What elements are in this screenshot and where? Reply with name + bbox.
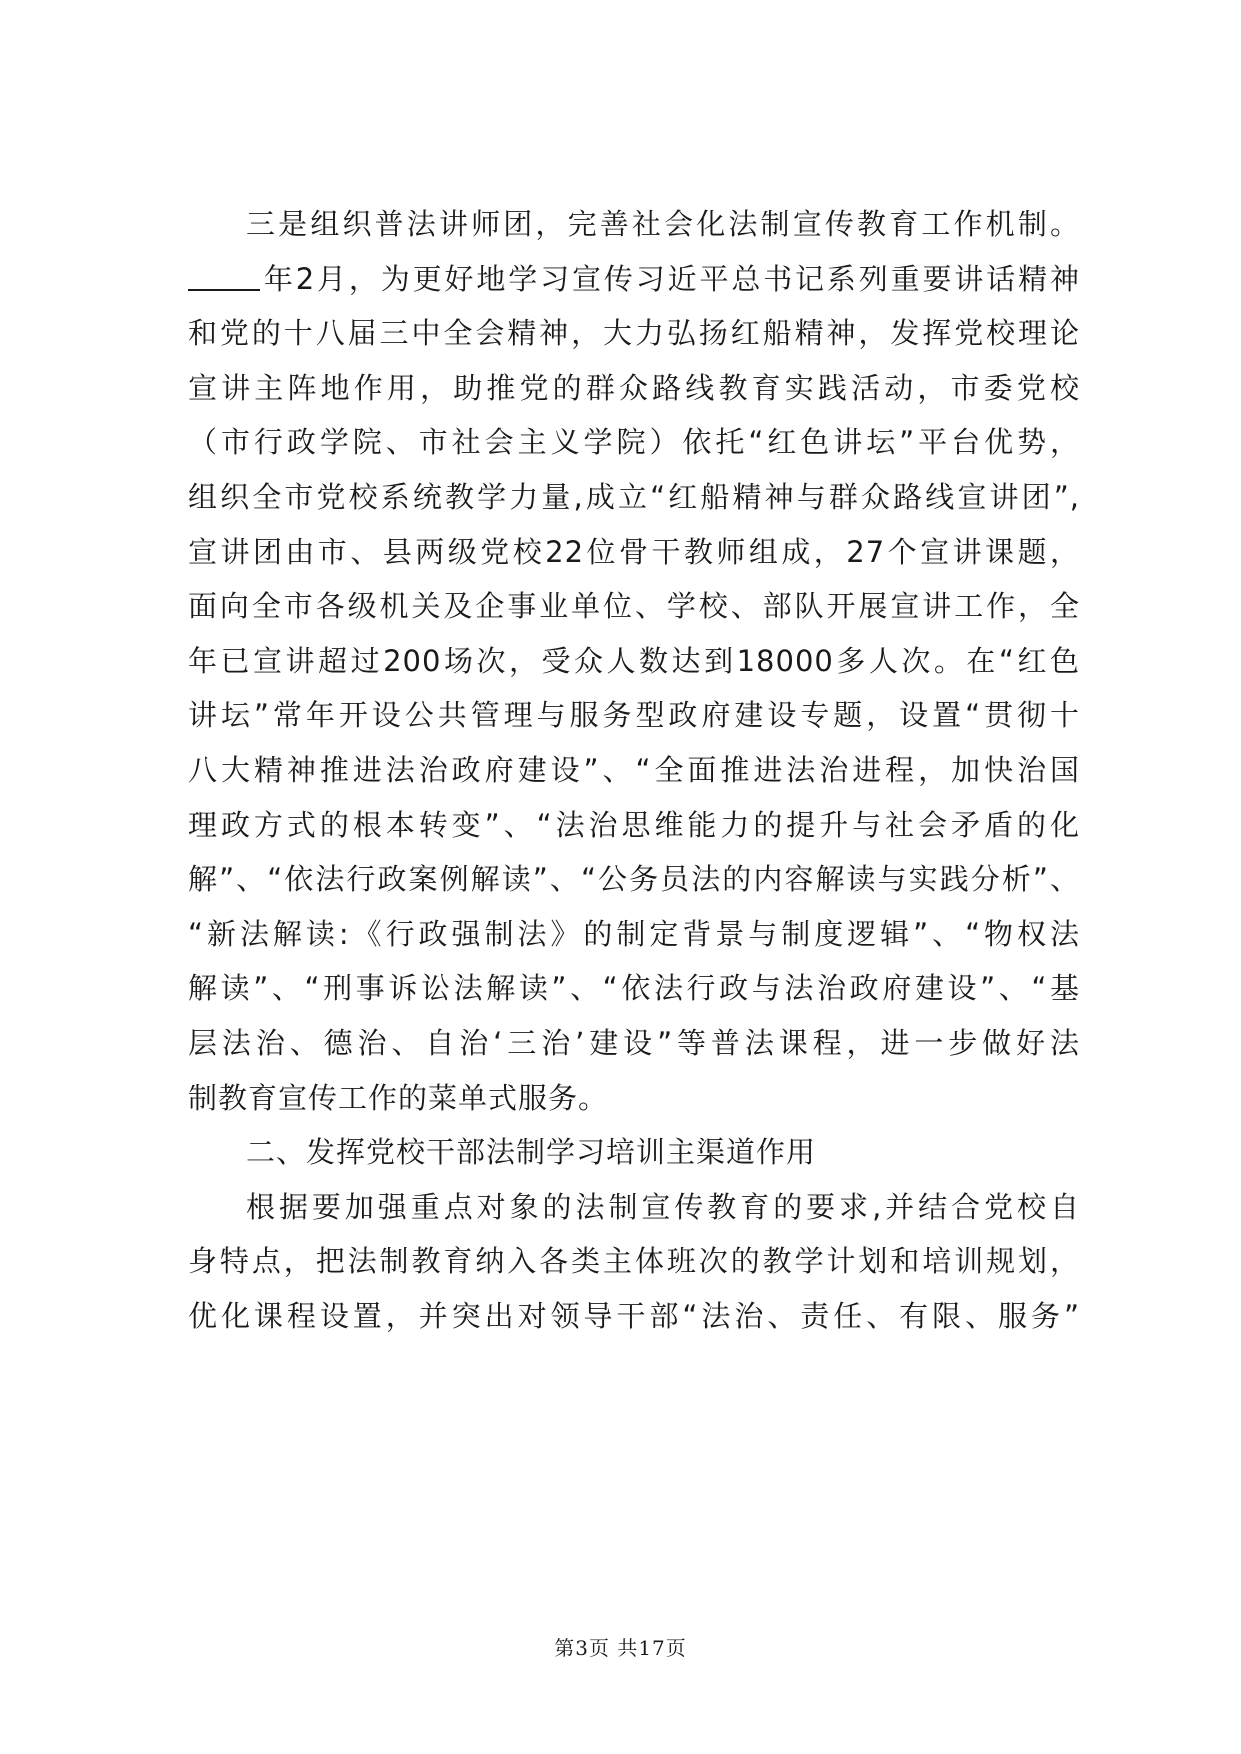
text-line: 组织全市党校系统教学力量,成立“红船精神与群众路线宣讲团”, [188,479,1080,514]
text-line: 八大精神推进法治政府建设”、“全面推进法治进程，加快治国 [188,752,1080,787]
text-line: 制教育宣传工作的菜单式服务。 [188,1080,609,1115]
text-line: 层法治、德治、自治‘三治’建设”等普法课程，进一步做好法 [188,1025,1080,1060]
text-line: 三是组织普法讲师团，完善社会化法制宣传教育工作机制。 [246,207,1080,241]
text-line [188,252,1080,307]
text-line: 身特点，把法制教育纳入各类主体班次的教学计划和培训规划， [188,1244,1080,1279]
text-line-content: 年2月，为更好地学习宣传习近平总书记系列重要讲话精神 [262,261,1080,296]
text-line: 优化课程设置，并突出对领导干部“法治、责任、有限、服务” [188,1298,1080,1333]
text-line: 解读”、“刑事诉讼法解读”、“依法行政与法治政府建设”、“基 [188,971,1080,1006]
text-line: 根据要加强重点对象的法制宣传教育的要求,并结合党校自 [246,1189,1080,1224]
text-line: “新法解读:《行政强制法》的制定背景与制度逻辑”、“物权法 [188,916,1080,951]
text-line: 宣讲主阵地作用，助推党的群众路线教育实践活动，市委党校 [188,370,1080,405]
body-text [188,197,1080,1343]
text-line: 面向全市各级机关及企事业单位、学校、部队开展宣讲工作，全 [188,589,1080,624]
text-line: 年已宣讲超过200场次，受众人数达到18000多人次。在“红色 [188,643,1080,678]
text-line: 解”、“依法行政案例解读”、“公务员法的内容解读与实践分析”、 [188,862,1080,897]
section-heading: 二、发挥党校干部法制学习培训主渠道作用 [246,1135,817,1170]
text-line: 宣讲团由市、县两级党校22位骨干教师组成，27个宣讲课题， [188,534,1080,569]
text-line: 理政方式的根本转变”、“法治思维能力的提升与社会矛盾的化 [188,807,1080,842]
text-line: 讲坛”常年开设公共管理与服务型政府建设专题，设置“贯彻十 [188,698,1080,733]
fill-in-blank [188,259,260,291]
text-line: （市行政学院、市社会主义学院）依托“红色讲坛”平台优势， [188,425,1080,460]
page-number-footer: 第3页 共17页 [554,1636,687,1660]
text-line: 和党的十八届三中全会精神，大力弘扬红船精神，发挥党校理论 [188,316,1080,351]
